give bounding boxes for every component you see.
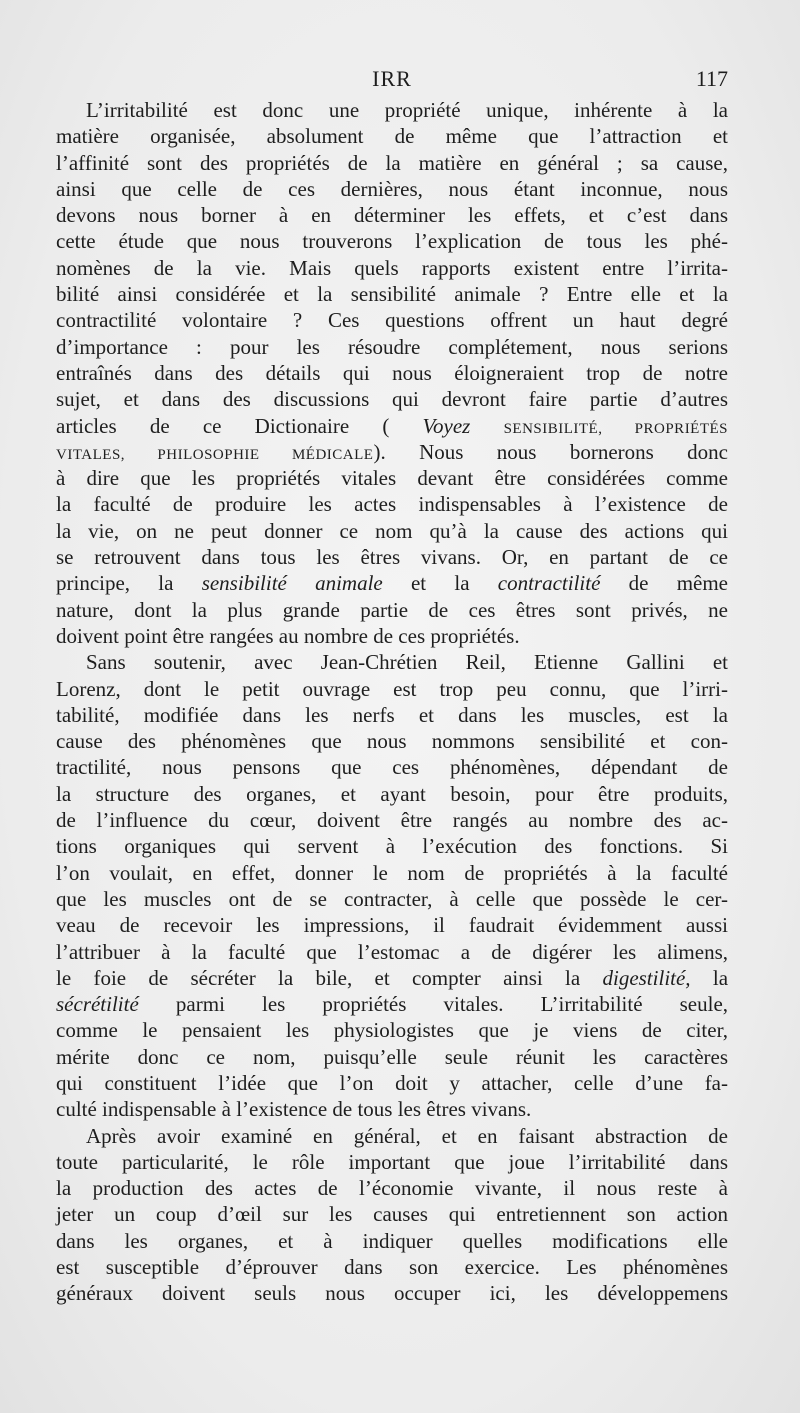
- text-run: articles de ce Dictionaire (: [56, 413, 390, 438]
- text-run: le foie de sécréter la bile, et compter ainsi la: [56, 965, 581, 990]
- text-line: tractilité, nous pensons que ces phénomènes, dépendant de: [56, 755, 728, 780]
- text-line: [56, 439, 728, 465]
- text-line: l’attribuer à la faculté que l’estomac a de digérer les alimens,: [56, 939, 728, 964]
- text-line: à dire que les propriétés vitales devant être considérées comme: [56, 466, 728, 491]
- text-line: culté indispensable à l’existence de tous les êtres vivans.: [56, 1097, 532, 1122]
- text-line: sujet, et dans des discussions qui devront faire partie d’autres: [56, 387, 728, 412]
- body-text: [56, 97, 728, 1307]
- text-line: se retrouvent dans tous les êtres vivans. Or, en partant de ce: [56, 545, 728, 570]
- text-run: la: [712, 965, 729, 990]
- paragraph-2: [56, 649, 728, 1122]
- text-line: de l’influence du cœur, doivent être rangés au nombre des ac-: [56, 808, 728, 833]
- text-line: que les muscles ont de se contracter, à celle que possède le cer-: [56, 886, 728, 911]
- italic-term: sensibilité animale: [201, 571, 383, 596]
- text-line: d’importance : pour les résoudre complétement, nous serions: [56, 334, 728, 359]
- text-line: [56, 991, 728, 1017]
- text-line: nature, dont la plus grande partie de ces êtres sont privés, ne: [56, 597, 728, 622]
- text-line: toute particularité, le rôle important que joue l’irritabilité dans: [56, 1149, 728, 1174]
- text-line: dans les organes, et à indiquer quelles modifications elle: [56, 1228, 728, 1253]
- text-line: est susceptible d’éprouver dans son exercice. Les phénomènes: [56, 1255, 728, 1280]
- text-line: qui constituent l’idée que l’on doit y attacher, celle d’une fa-: [56, 1070, 728, 1095]
- page-number: 117: [695, 66, 728, 91]
- running-head: IRR: [372, 66, 412, 91]
- text-run: et la: [410, 571, 470, 596]
- text-line: la faculté de produire les actes indispensables à l’existence de: [56, 492, 728, 517]
- cross-reference-entries: SENSIBILITÉ, PROPRIÉTÉS: [503, 420, 729, 437]
- text-line: tions organiques qui servent à l’exécution des fonctions. Si: [56, 834, 728, 859]
- text-line: mérite donc ce nom, puisqu’elle seule réunit les caractères: [56, 1044, 728, 1069]
- text-line: entraînés dans des détails qui nous éloigneraient trop de notre: [56, 360, 728, 385]
- text-line: nomènes de la vie. Mais quels rapports existent entre l’irrita-: [56, 255, 728, 280]
- text-line: bilité ainsi considérée et la sensibilité animale ? Entre elle et la: [56, 282, 728, 307]
- text-line: veau de recevoir les impressions, il faudrait évidemment aussi: [56, 913, 728, 938]
- text-line: [56, 965, 728, 991]
- text-line: matière organisée, absolument de même que l’attraction et: [56, 124, 728, 149]
- text-line: Après avoir examiné en général, et en faisant abstraction de: [86, 1123, 728, 1148]
- text-line: cause des phénomènes que nous nommons sensibilité et con-: [56, 729, 728, 754]
- text-line: Lorenz, dont le petit ouvrage est trop peu connu, que l’irri-: [56, 676, 728, 701]
- italic-term: digestilité,: [602, 965, 691, 990]
- text-line: L’irritabilité est donc une propriété unique, inhérente à la: [86, 98, 728, 122]
- text-line: la structure des organes, et ayant besoin, pour être produits,: [56, 781, 728, 806]
- text-line: [56, 413, 728, 439]
- text-line: tabilité, modifiée dans les nerfs et dans les muscles, est la: [56, 702, 728, 727]
- paragraph-3: [56, 1123, 728, 1307]
- text-line: devons nous borner à en déterminer les effets, et c’est dans: [56, 203, 728, 228]
- text-run: principe, la: [56, 571, 174, 596]
- text-run: ). Nous nous bornerons donc: [373, 439, 728, 464]
- text-line: comme le pensaient les physiologistes que je viens de citer,: [56, 1018, 728, 1043]
- text-line: jeter un coup d’œil sur les causes qui entretiennent son action: [56, 1202, 728, 1227]
- text-line: l’on voulait, en effet, donner le nom de propriétés à la faculté: [56, 860, 728, 885]
- cross-reference-entries: VITALES, PHILOSOPHIE MÉDICALE: [56, 446, 374, 463]
- italic-term: sécrétilité: [56, 992, 139, 1017]
- text-line: doivent point être rangées au nombre de ces propriétés.: [56, 623, 520, 648]
- text-run: de même: [628, 571, 729, 596]
- cross-reference-voyez: Voyez: [422, 413, 471, 438]
- text-line: Sans soutenir, avec Jean-Chrétien Reil, Etienne Gallini et: [86, 650, 728, 675]
- page-header: [56, 66, 728, 100]
- text-line: contractilité volontaire ? Ces questions offrent un haut degré: [56, 308, 728, 333]
- text-line: [56, 570, 728, 596]
- text-line: la vie, on ne peut donner ce nom qu’à la cause des actions qui: [56, 518, 728, 543]
- text-line: ainsi que celle de ces dernières, nous étant inconnue, nous: [56, 176, 728, 201]
- italic-term: contractilité: [497, 571, 601, 596]
- text-line: la production des actes de l’économie vivante, il nous reste à: [56, 1176, 728, 1201]
- text-line: cette étude que nous trouverons l’explication de tous les phé-: [56, 229, 728, 254]
- text-line: généraux doivent seuls nous occuper ici, les développemens: [56, 1281, 728, 1306]
- text-run: parmi les propriétés vitales. L’irritabilité seule,: [175, 992, 729, 1017]
- text-line: l’affinité sont des propriétés de la matière en général ; sa cause,: [56, 150, 728, 175]
- paragraph-1: [56, 97, 728, 649]
